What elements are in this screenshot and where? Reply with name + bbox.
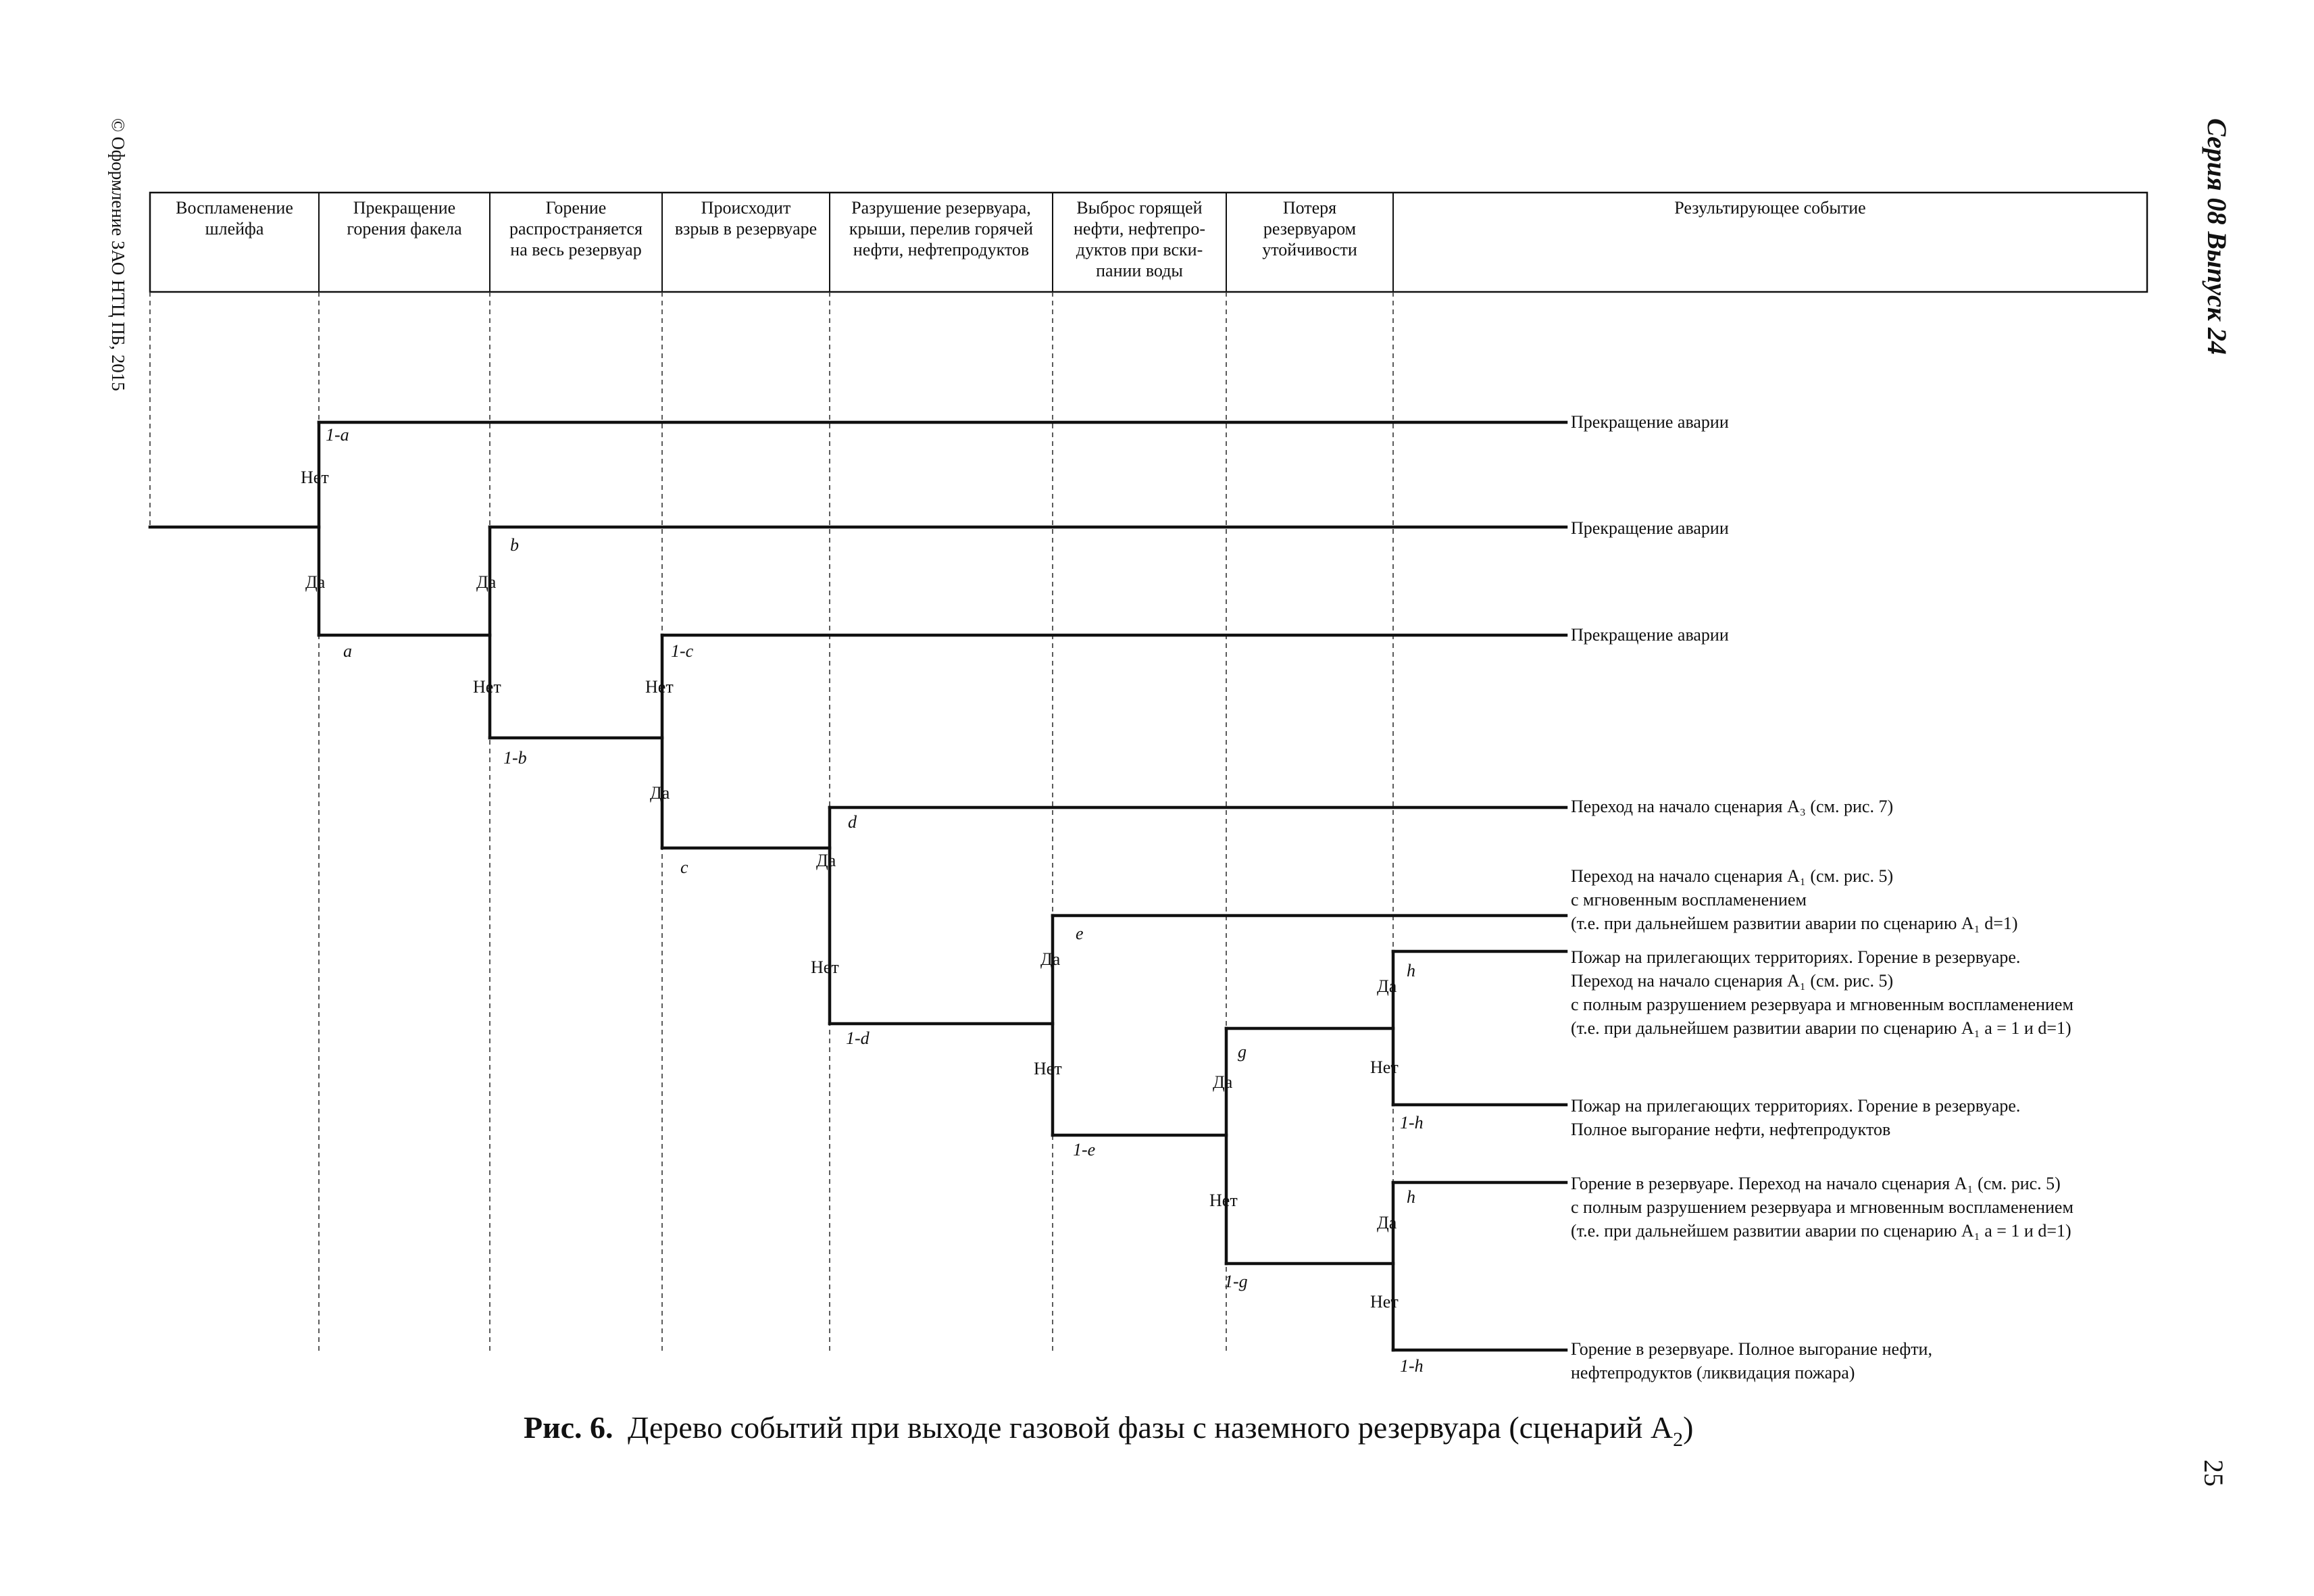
branch-label-yes: Да bbox=[1377, 1213, 1397, 1232]
branch-label-no: Нет bbox=[1034, 1059, 1062, 1078]
branch-label-h: h bbox=[1407, 1187, 1415, 1207]
header-cell-3 bbox=[509, 198, 643, 259]
header-cell-7 bbox=[1262, 198, 1357, 259]
branch-label-no: Нет bbox=[645, 677, 674, 697]
header-line: пании воды bbox=[1096, 261, 1183, 280]
outcome-line: Переход на начало сценария A₁ (см. рис. 5) bbox=[1571, 971, 1894, 991]
branch-label-no: Нет bbox=[301, 468, 329, 487]
header-line: Разрушение резервуара, bbox=[851, 198, 1031, 218]
header-line: Воспламенение bbox=[176, 198, 293, 218]
outcome-line: Переход на начало сценария A₃ (см. рис. 7) bbox=[1571, 797, 1894, 816]
branch-label-d: d bbox=[848, 812, 857, 832]
tree-branches bbox=[150, 422, 1566, 1350]
outcome-texts bbox=[1571, 412, 2073, 1382]
outcome-4 bbox=[1571, 797, 1893, 816]
branch-label-yes: Да bbox=[1377, 976, 1397, 996]
outcome-line: с мгновенным воспламенением bbox=[1571, 890, 1807, 909]
header-line: Горение bbox=[545, 198, 607, 218]
branch-label-yes: Да bbox=[1040, 949, 1061, 969]
series-side-text: Серия 08 Выпуск 24 bbox=[2202, 118, 2232, 355]
branch-label-c: c bbox=[680, 857, 688, 877]
branch-label-one-b: 1-b bbox=[503, 748, 527, 768]
copyright-side-text: © Оформление ЗАО НТЦ ПБ, 2015 bbox=[108, 118, 128, 391]
header-line: Выброс горящей bbox=[1076, 198, 1203, 218]
header-line: Результирующее событие bbox=[1674, 198, 1866, 218]
branch-label-one-d: 1-d bbox=[846, 1028, 870, 1048]
branch-label-no: Нет bbox=[473, 677, 501, 697]
outcome-line: Прекращение аварии bbox=[1571, 518, 1729, 538]
outcome-2 bbox=[1571, 518, 1729, 538]
outcome-line: (т.е. при дальнейшем развитии аварии по сценарию A₁ a = 1 и d=1) bbox=[1571, 1221, 2071, 1241]
header-line: нефти, нефтепродуктов bbox=[853, 240, 1030, 259]
header-cell-4 bbox=[675, 198, 817, 239]
branch-label-h: h bbox=[1407, 961, 1415, 980]
branch-label-one-h: 1-h bbox=[1400, 1113, 1424, 1132]
header-line: утойчивости bbox=[1262, 240, 1357, 259]
header-line: распространяется bbox=[509, 219, 643, 239]
outcome-line: нефтепродуктов (ликвидация пожара) bbox=[1571, 1363, 1855, 1382]
branch-label-no: Нет bbox=[811, 957, 839, 977]
header-line: горения факела bbox=[347, 219, 462, 239]
branch-label-one-c: 1-c bbox=[671, 641, 694, 661]
branch-label-a: a bbox=[343, 641, 352, 661]
outcome-line: Полное выгорание нефти, нефтепродуктов bbox=[1571, 1120, 1891, 1139]
header-line: крыши, перелив горячей bbox=[849, 219, 1034, 239]
outcome-1 bbox=[1571, 412, 1729, 432]
column-headers bbox=[176, 198, 1866, 280]
header-cell-8 bbox=[1674, 198, 1865, 218]
outcome-9 bbox=[1571, 1339, 1932, 1382]
outcome-line: Пожар на прилегающих территориях. Горение в резервуаре. bbox=[1571, 947, 2021, 967]
branch-label-one-a: 1-a bbox=[326, 425, 349, 445]
branch-label-yes: Да bbox=[1213, 1072, 1233, 1092]
outcome-line: с полным разрушением резервуара и мгновенным воспламенением bbox=[1571, 995, 2073, 1014]
branch-label-one-e: 1-e bbox=[1073, 1140, 1096, 1159]
header-line: дуктов при вски- bbox=[1076, 240, 1203, 259]
outcome-6 bbox=[1571, 947, 2073, 1038]
branch-label-yes: Да bbox=[476, 572, 497, 592]
branch-label-yes: Да bbox=[650, 783, 670, 803]
header-line: взрыв в резервуаре bbox=[674, 219, 818, 239]
outcome-line: (т.е. при дальнейшем развитии аварии по сценарию A₁ a = 1 и d=1) bbox=[1571, 1018, 2071, 1038]
header-line: шлейфа bbox=[205, 219, 264, 239]
outcome-3 bbox=[1571, 625, 1729, 645]
outcome-line: Переход на начало сценария A₁ (см. рис. 5) bbox=[1571, 866, 1894, 886]
outcome-line: (т.е. при дальнейшем развитии аварии по сценарию A₁ d=1) bbox=[1571, 914, 2018, 933]
outcome-line: Горение в резервуаре. Переход на начало сценария A₁ (см. рис. 5) bbox=[1571, 1174, 2061, 1193]
header-line: Прекращение bbox=[353, 198, 456, 218]
branch-label-no: Нет bbox=[1370, 1292, 1399, 1312]
branch-labels bbox=[301, 425, 1424, 1376]
branch-label-e: e bbox=[1076, 924, 1084, 943]
header-line: на весь резервуар bbox=[510, 240, 642, 259]
branch-label-g: g bbox=[1238, 1042, 1247, 1062]
branch-label-no: Нет bbox=[1370, 1057, 1399, 1077]
branch-label-yes: Да bbox=[305, 572, 326, 592]
outcome-8 bbox=[1571, 1174, 2073, 1241]
outcome-line: Горение в резервуаре. Полное выгорание нефти, bbox=[1571, 1339, 1932, 1359]
figure-caption: Рис. 6. Дерево событий при выходе газовой фазы с наземного резервуара (сценарий $A_2$) bbox=[524, 1410, 1694, 1451]
header-line: нефти, нефтепро- bbox=[1074, 219, 1205, 239]
header-cell-6 bbox=[1074, 198, 1205, 280]
outcome-line: Прекращение аварии bbox=[1571, 412, 1729, 432]
page-number: 25 bbox=[2198, 1460, 2229, 1487]
header-line: Происходит bbox=[701, 198, 791, 218]
branch-label-b: b bbox=[510, 535, 519, 555]
header-cell-5 bbox=[849, 198, 1033, 259]
outcome-line: с полным разрушением резервуара и мгновенным воспламенением bbox=[1571, 1197, 2073, 1217]
header-cell-1 bbox=[176, 198, 293, 239]
header-line: Потеря bbox=[1282, 198, 1337, 218]
branch-label-yes: Да bbox=[816, 851, 836, 870]
outcome-7 bbox=[1571, 1096, 2020, 1139]
branch-label-no: Нет bbox=[1209, 1191, 1238, 1210]
header-cell-2 bbox=[347, 198, 462, 239]
branch-label-one-g: 1-g bbox=[1224, 1272, 1248, 1291]
outcome-line: Прекращение аварии bbox=[1571, 625, 1729, 645]
branch-label-one-h: 1-h bbox=[1400, 1356, 1424, 1376]
outcome-line: Пожар на прилегающих территориях. Горение в резервуаре. bbox=[1571, 1096, 2021, 1116]
outcome-5 bbox=[1571, 866, 2018, 933]
header-line: резервуаром bbox=[1263, 219, 1357, 239]
